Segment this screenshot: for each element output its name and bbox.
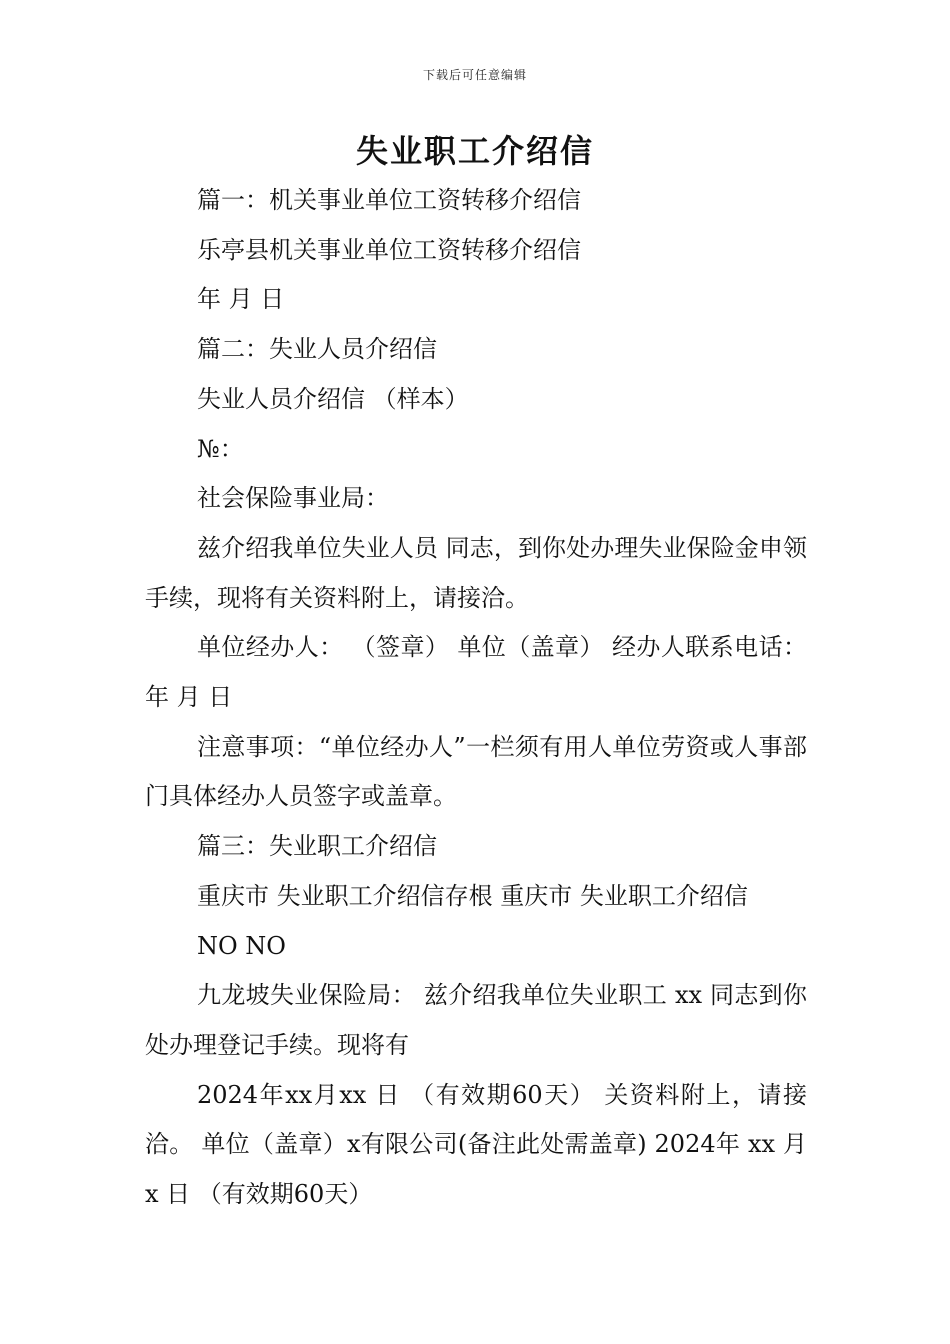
page-header-note: 下载后可任意编辑 xyxy=(422,68,527,82)
paragraph-introduction: 兹介绍我单位失业人员 同志，到你处办理失业保险金申领手续，现将有关资料附上，请接洽。 xyxy=(145,533,807,612)
paragraph-jiulongpo-intro: 九龙坡失业保险局： 兹介绍我单位失业职工 xx 同志到你处办理登记手续。现将有 xyxy=(145,981,807,1059)
paragraph-date-1: 年 月 日 xyxy=(197,285,285,314)
paragraph-validity: 2024年xx月xx 日 （有效期60天） 关资料附上，请接洽。 单位（盖章）x有限公司(备注此处需盖章) 2024年 xx 月 x 日 （有效期60天） xyxy=(145,1080,807,1209)
document-title: 失业职工介绍信 xyxy=(355,132,594,170)
paragraph-chongqing-titles: 重庆市 失业职工介绍信存根 重庆市 失业职工介绍信 xyxy=(197,881,748,910)
paragraph-recipient: 社会保险事业局： xyxy=(197,484,389,513)
paragraph-heading-part3: 篇三：失业职工介绍信 xyxy=(197,832,437,861)
paragraph-heading-part2: 篇二：失业人员介绍信 xyxy=(197,335,437,364)
paragraph-letter-title-1: 乐亭县机关事业单位工资转移介绍信 xyxy=(197,235,581,264)
paragraph-number: №： xyxy=(197,434,244,463)
paragraph-no-numbers: NO NO xyxy=(197,931,286,960)
paragraph-heading-part1: 篇一：机关事业单位工资转移介绍信 xyxy=(197,186,581,214)
paragraph-letter-title-2: 失业人员介绍信 （样本） xyxy=(197,384,469,413)
paragraph-signatures: 单位经办人： （签章） 单位（盖章） 经办人联系电话： 年 月 日 xyxy=(145,633,807,712)
paragraph-notes: 注意事项：“单位经办人”一栏须有用人单位劳资或人事部门具体经办人员签字或盖章。 xyxy=(145,732,807,811)
document-body xyxy=(145,176,807,1220)
